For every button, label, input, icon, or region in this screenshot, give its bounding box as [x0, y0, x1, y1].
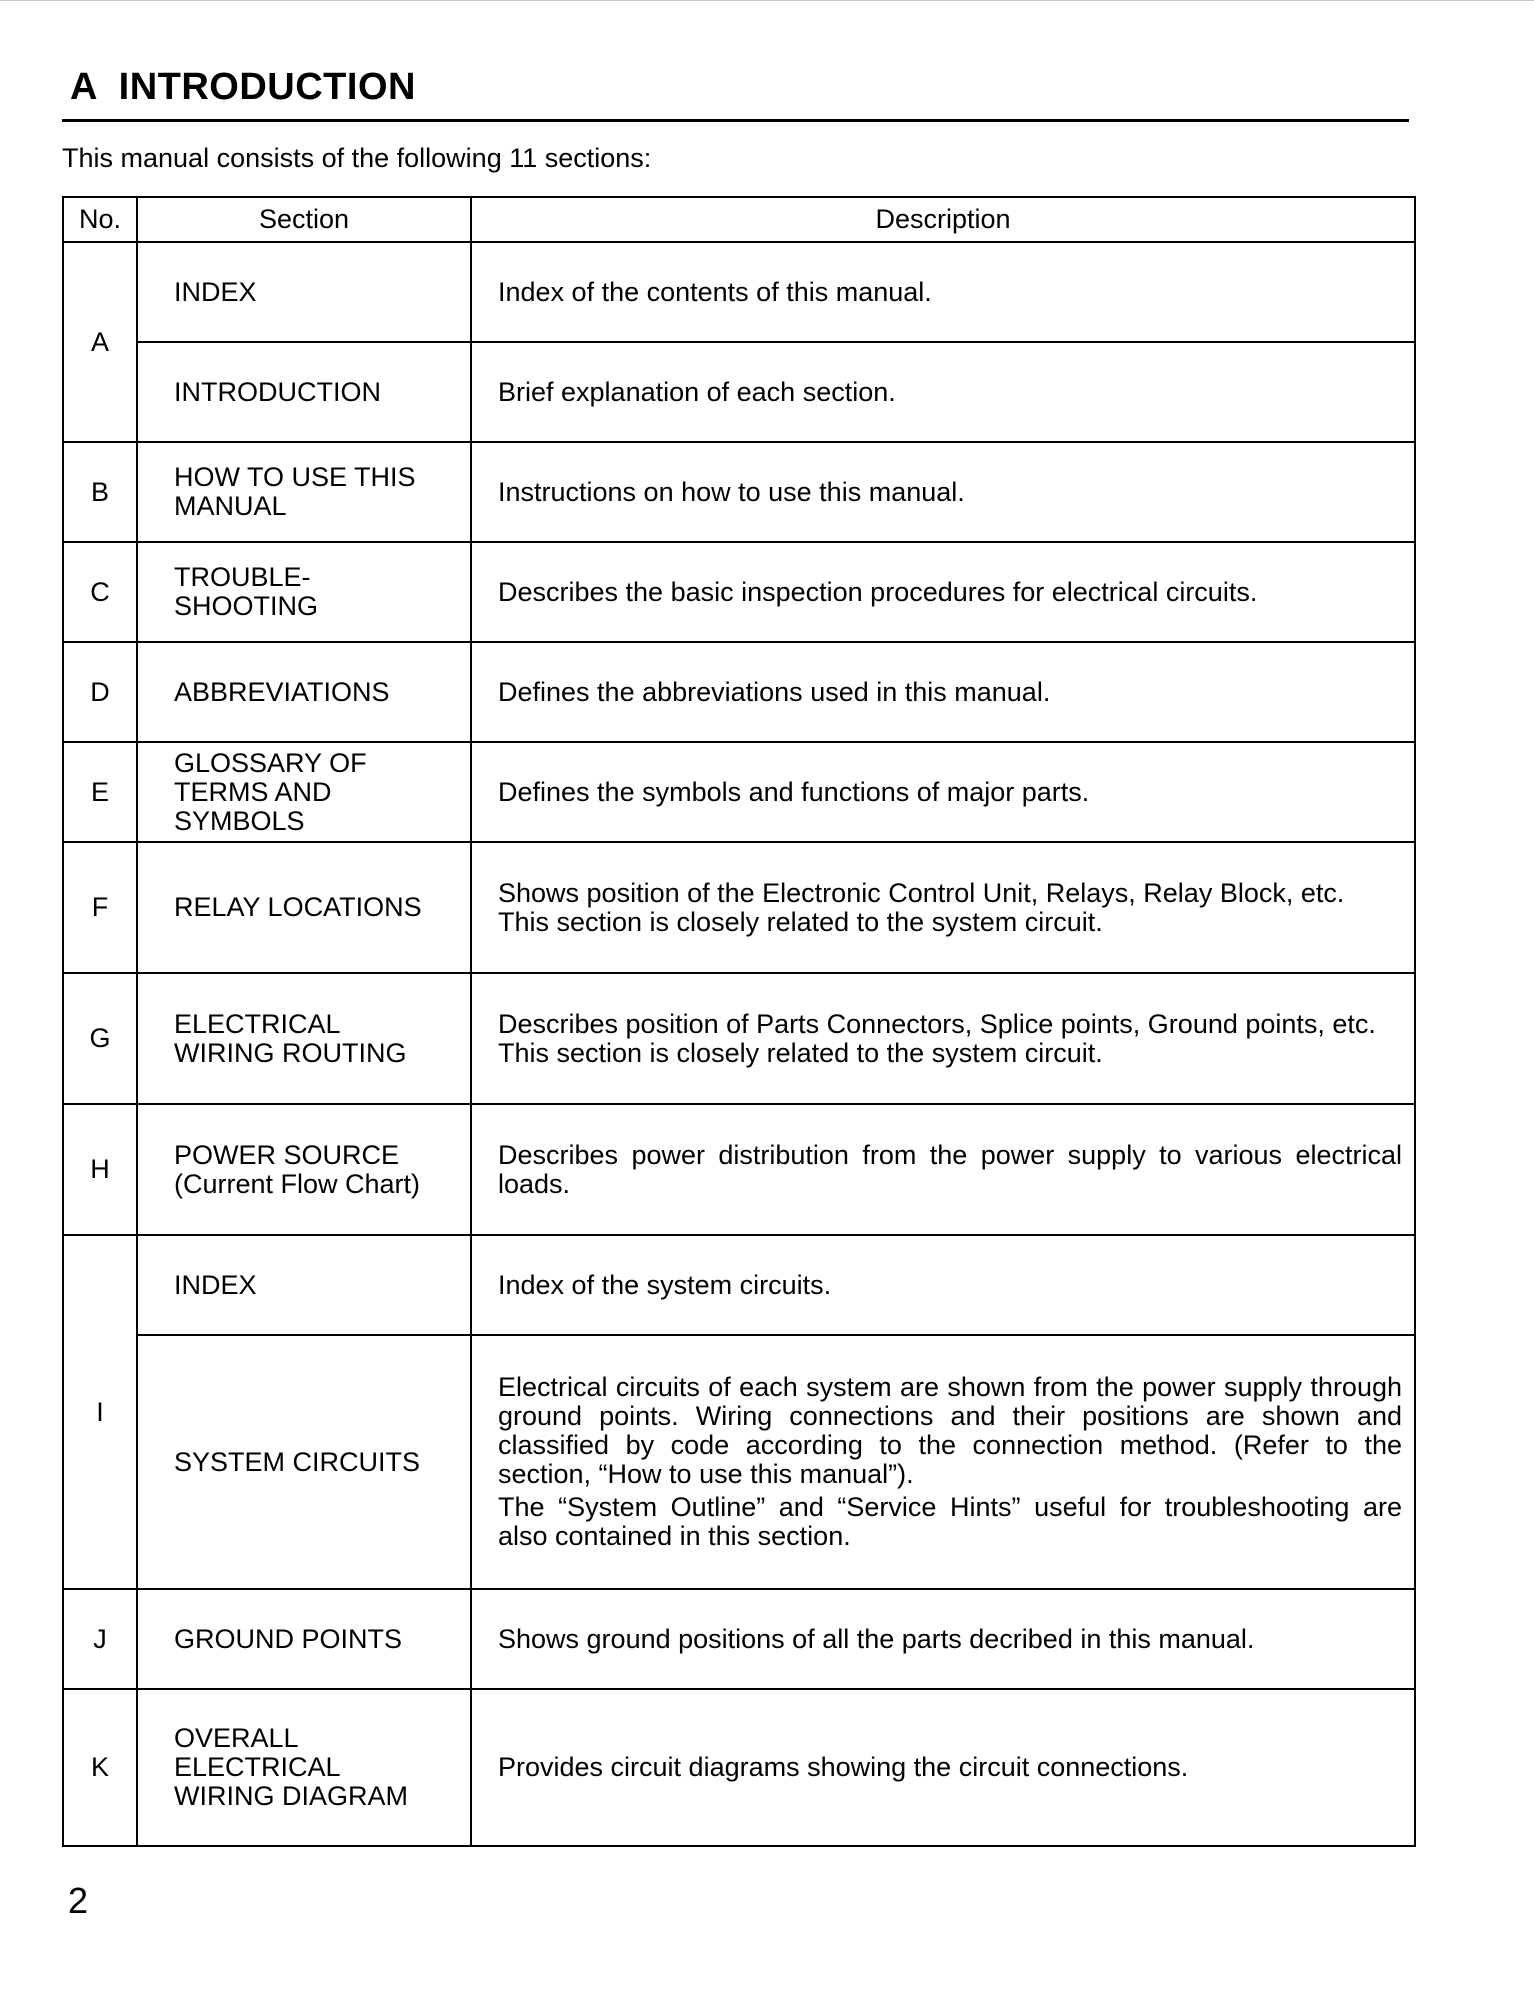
- row-section-cell: [137, 973, 471, 1104]
- header-section: Section: [137, 197, 471, 242]
- table-row: [63, 442, 1415, 542]
- table-row: [63, 342, 1415, 442]
- row-no-cell: I: [63, 1235, 137, 1589]
- table-row: [63, 1335, 1415, 1589]
- description-text: Shows position of the Electronic Control Unit, Relays, Relay Block, etc.: [498, 877, 1345, 908]
- table-row: [63, 1689, 1415, 1846]
- row-section-cell: [137, 842, 471, 973]
- row-no-cell: K: [63, 1689, 137, 1846]
- section-text: INTRODUCTION: [174, 376, 381, 407]
- row-no-cell: C: [63, 542, 137, 642]
- section-text: ABBREVIATIONS: [174, 676, 390, 707]
- description-text: Provides circuit diagrams showing the circuit connections.: [498, 1752, 1189, 1782]
- table-row: [63, 242, 1415, 342]
- header-description: Description: [471, 197, 1415, 242]
- row-section-cell: [137, 1335, 471, 1589]
- row-section-cell: [137, 342, 471, 442]
- section-text: (Current Flow Chart): [174, 1168, 421, 1199]
- section-text: MANUAL: [174, 491, 287, 521]
- description-text: Index of the contents of this manual.: [498, 276, 932, 307]
- row-description-cell: [471, 1335, 1415, 1589]
- section-text: INDEX: [174, 1269, 257, 1300]
- header-no: No.: [63, 197, 137, 242]
- row-section-cell: [137, 642, 471, 742]
- description-text: This section is closely related to the system circuit.: [498, 906, 1103, 937]
- description-text: Instructions on how to use this manual.: [498, 476, 965, 507]
- section-text: HOW TO USE THIS: [174, 462, 416, 492]
- description-text: Index of the system circuits.: [498, 1269, 832, 1300]
- row-section-cell: [137, 442, 471, 542]
- row-no-cell: H: [63, 1104, 137, 1235]
- description-text: Describes position of Parts Connectors, Splice points, Ground points, etc.: [498, 1008, 1376, 1039]
- section-text: ELECTRICAL: [174, 1752, 341, 1782]
- row-description-cell: [471, 1235, 1415, 1335]
- section-text: SYMBOLS: [174, 805, 305, 836]
- page-number: 2: [68, 1880, 89, 1921]
- section-text: OVERALL: [174, 1723, 299, 1753]
- section-text: SHOOTING: [174, 591, 319, 621]
- row-description-cell: [471, 842, 1415, 973]
- table-row: [63, 1589, 1415, 1689]
- row-section-cell: [137, 1235, 471, 1335]
- row-description-cell: [471, 342, 1415, 442]
- section-text: GLOSSARY OF: [174, 747, 367, 778]
- section-text: WIRING ROUTING: [174, 1037, 407, 1068]
- page-title: A INTRODUCTION: [70, 66, 416, 108]
- row-no-cell: G: [63, 973, 137, 1104]
- section-text: TROUBLE-: [174, 562, 311, 592]
- top-border-line: [0, 0, 1534, 1]
- section-text: RELAY LOCATIONS: [174, 892, 422, 922]
- description-text: The “System Outline” and “Service Hints” useful for troubleshooting are also contained in this section.: [498, 1492, 1402, 1551]
- sections-table: [62, 196, 1416, 1847]
- section-text: TERMS AND: [174, 776, 332, 807]
- description-text: Brief explanation of each section.: [498, 376, 896, 407]
- table-row: [63, 642, 1415, 742]
- row-section-cell: [137, 542, 471, 642]
- description-text: Describes power distribution from the power supply to various electrical loads.: [498, 1139, 1402, 1199]
- table-row: [63, 542, 1415, 642]
- row-section-cell: [137, 1589, 471, 1689]
- row-no-cell: B: [63, 442, 137, 542]
- intro-text: This manual consists of the following 11 sections:: [62, 143, 652, 173]
- description-text: Defines the abbreviations used in this manual.: [498, 676, 1051, 707]
- description-text: Shows ground positions of all the parts decribed in this manual.: [498, 1623, 1255, 1654]
- row-description-cell: [471, 1589, 1415, 1689]
- row-description-cell: [471, 742, 1415, 842]
- section-text: ELECTRICAL: [174, 1008, 341, 1039]
- row-description-cell: [471, 642, 1415, 742]
- description-text: Describes the basic inspection procedures for electrical circuits.: [498, 576, 1258, 607]
- section-text: POWER SOURCE: [174, 1139, 400, 1170]
- section-text: INDEX: [174, 276, 257, 307]
- row-description-cell: [471, 242, 1415, 342]
- row-description-cell: [471, 542, 1415, 642]
- table-row: [63, 742, 1415, 842]
- row-no-cell: F: [63, 842, 137, 973]
- table-row: [63, 1235, 1415, 1335]
- description-text: Electrical circuits of each system are shown from the power supply through ground points. Wiring connections and their positions are shown and classified by code according to the connection method. (Refer to the section, “How to use this manual”).: [498, 1372, 1402, 1489]
- title-underline: [62, 119, 1409, 122]
- row-section-cell: [137, 242, 471, 342]
- section-text: SYSTEM CIRCUITS: [174, 1446, 421, 1477]
- table-header-row: [63, 197, 1415, 242]
- description-text: This section is closely related to the system circuit.: [498, 1037, 1103, 1068]
- description-text: Defines the symbols and functions of major parts.: [498, 776, 1090, 807]
- section-text: GROUND POINTS: [174, 1623, 403, 1654]
- row-no-cell: A: [63, 242, 137, 442]
- table-row: [63, 1104, 1415, 1235]
- row-description-cell: [471, 1689, 1415, 1846]
- row-section-cell: [137, 1689, 471, 1846]
- row-description-cell: [471, 442, 1415, 542]
- row-description-cell: [471, 1104, 1415, 1235]
- section-text: WIRING DIAGRAM: [174, 1781, 408, 1811]
- row-no-cell: D: [63, 642, 137, 742]
- table-row: [63, 842, 1415, 973]
- row-description-cell: [471, 973, 1415, 1104]
- table-row: [63, 973, 1415, 1104]
- row-no-cell: E: [63, 742, 137, 842]
- row-no-cell: J: [63, 1589, 137, 1689]
- row-section-cell: [137, 742, 471, 842]
- row-section-cell: [137, 1104, 471, 1235]
